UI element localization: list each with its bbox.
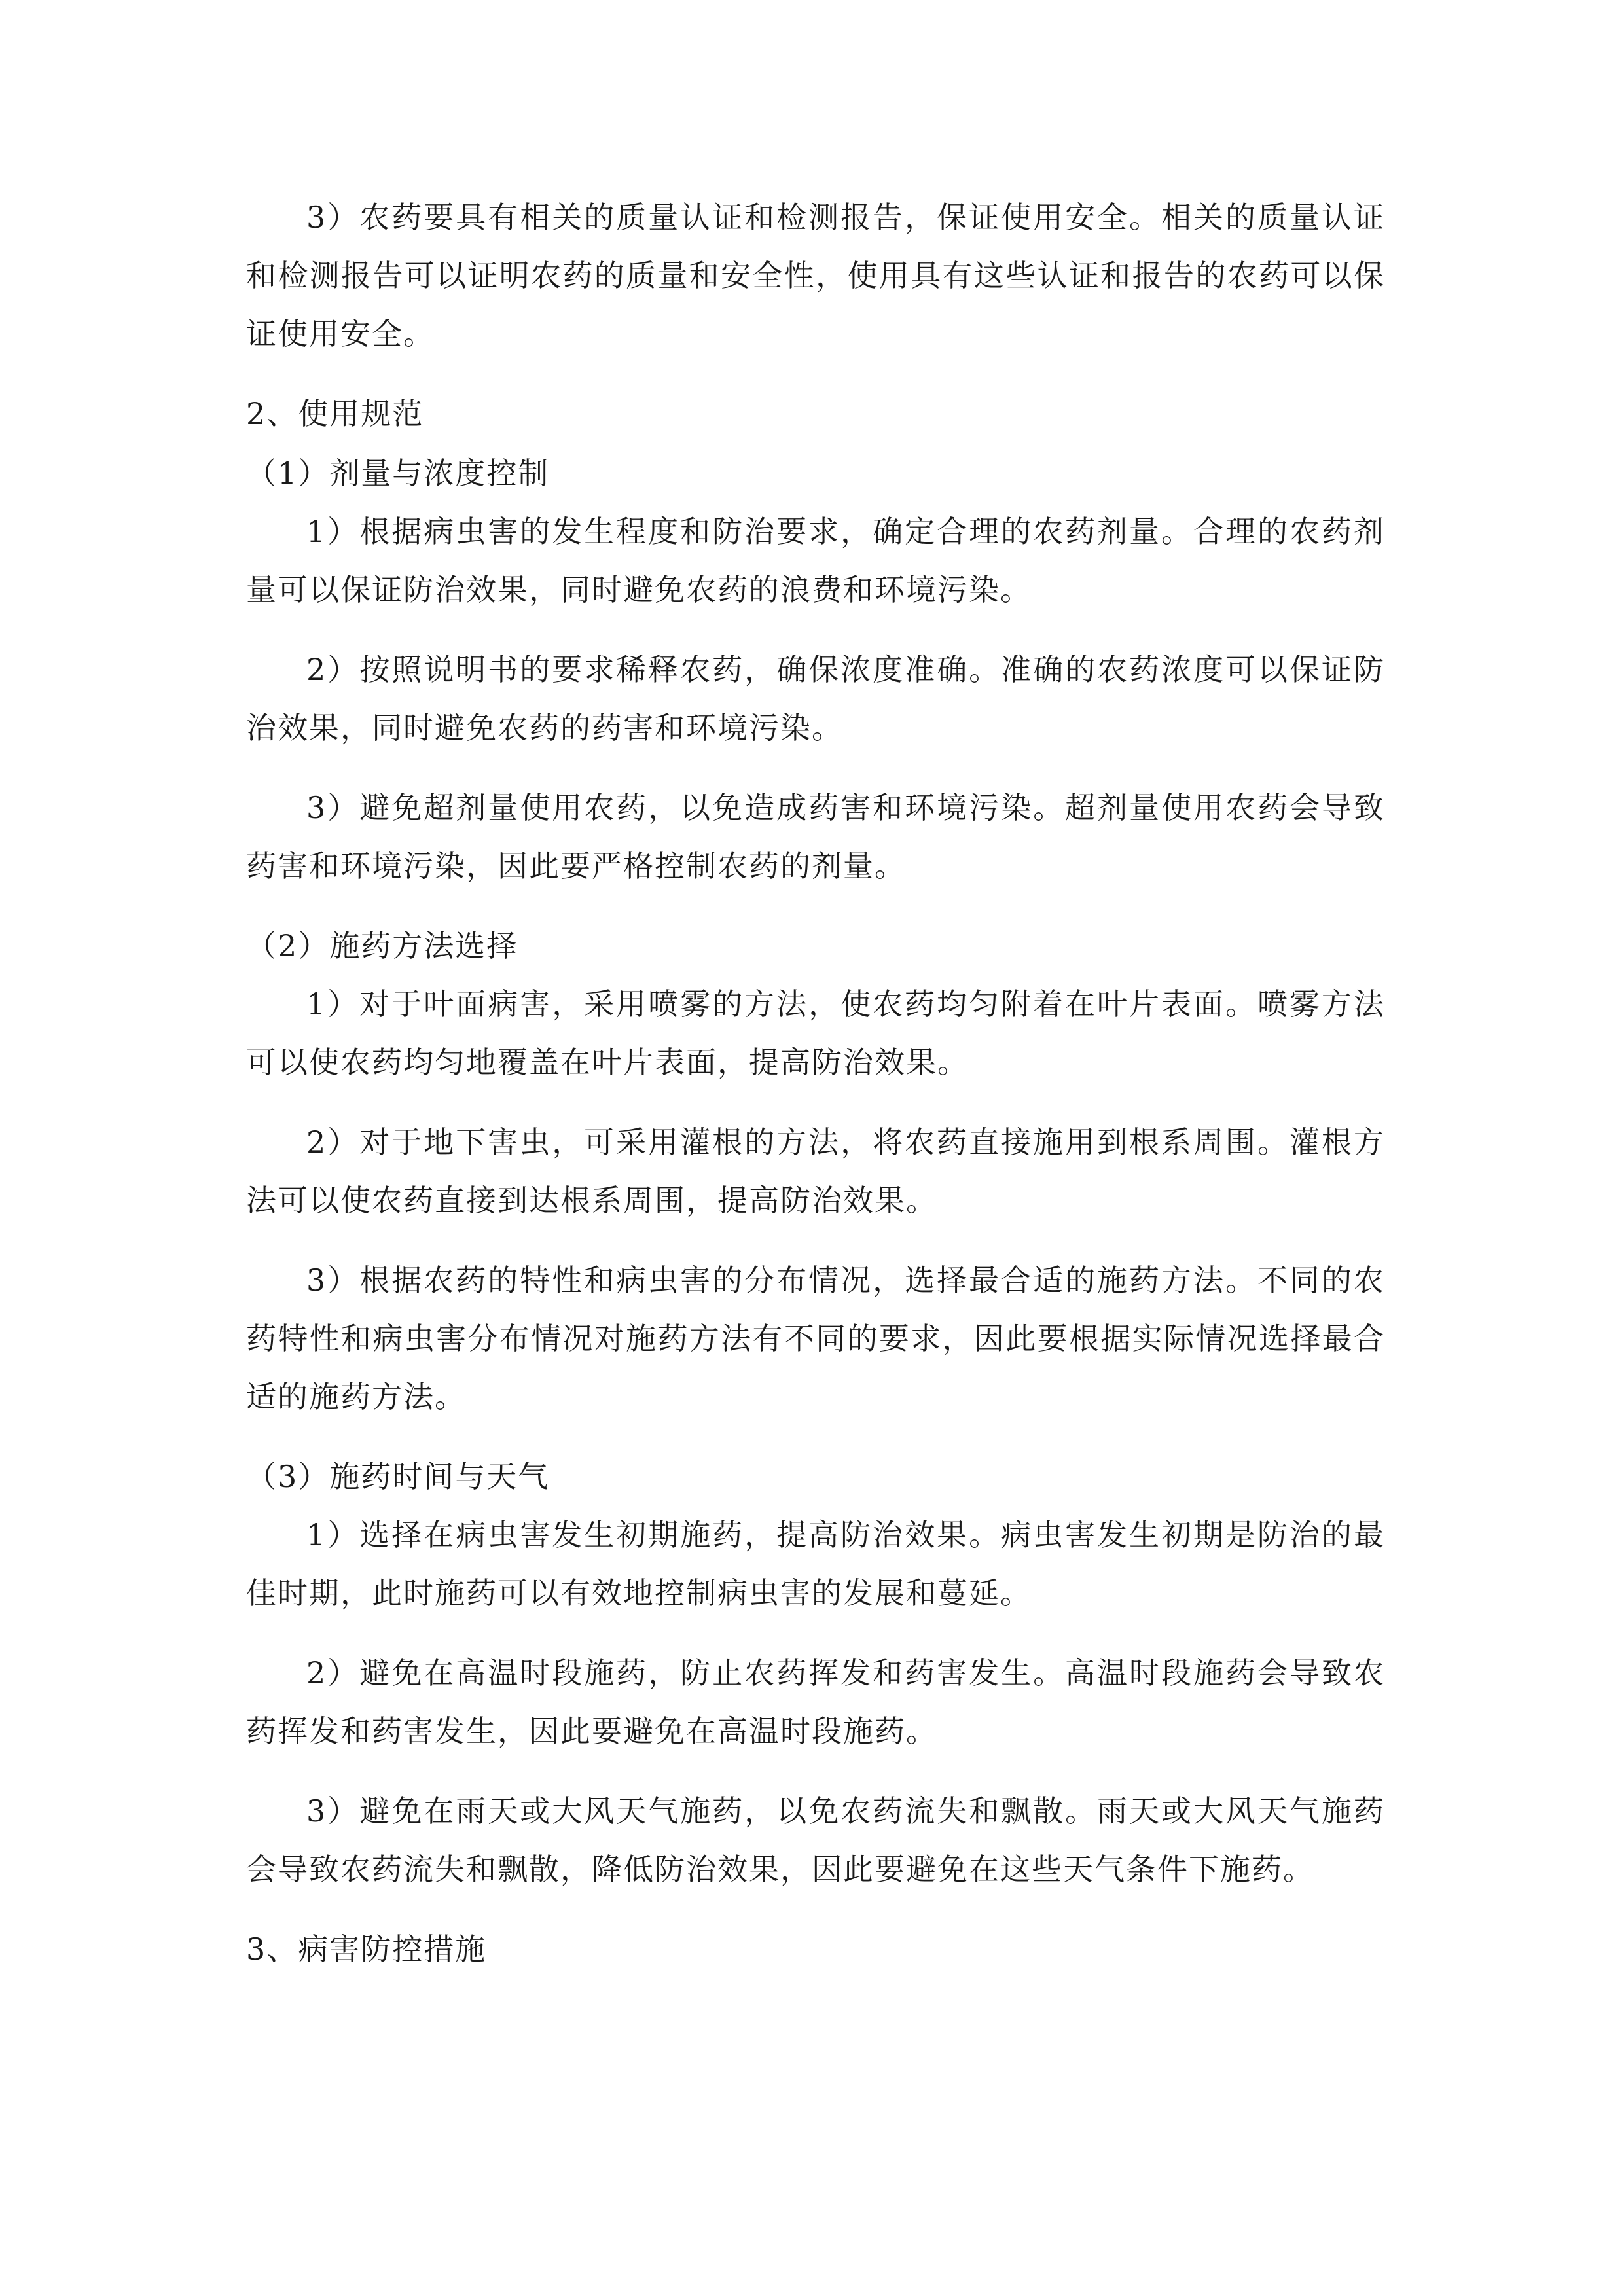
paragraph-quality-certification: 3）农药要具有相关的质量认证和检测报告，保证使用安全。相关的质量认证和检测报告可以证明农药的质量和安全性，使用具有这些认证和报告的农药可以保证使用安全。 bbox=[246, 200, 1385, 351]
section-heading-disease-control: 3、病害防控措施 bbox=[246, 1931, 487, 1967]
subsection-heading-application-method: （2）施药方法选择 bbox=[246, 928, 518, 963]
paragraph-dosage-2: 2）按照说明书的要求稀释农药，确保浓度准确。准确的农药浓度可以保证防治效果，同时避免农药的药害和环境污染。 bbox=[246, 652, 1385, 745]
paragraph-method-2: 2）对于地下害虫，可采用灌根的方法，将农药直接施用到根系周围。灌根方法可以使农药直接到达根系周围，提高防治效果。 bbox=[246, 1124, 1385, 1218]
document-body bbox=[246, 188, 1385, 1980]
paragraph-timing-3: 3）避免在雨天或大风天气施药，以免农药流失和飘散。雨天或大风天气施药会导致农药流失和飘散，降低防治效果，因此要避免在这些天气条件下施药。 bbox=[246, 1793, 1385, 1887]
paragraph-method-1: 1）对于叶面病害，采用喷雾的方法，使农药均匀附着在叶片表面。喷雾方法可以使农药均匀地覆盖在叶片表面，提高防治效果。 bbox=[246, 986, 1385, 1080]
subsection-heading-timing-weather: （3）施药时间与天气 bbox=[246, 1459, 550, 1494]
paragraph-dosage-3: 3）避免超剂量使用农药，以免造成药害和环境污染。超剂量使用农药会导致药害和环境污染，因此要严格控制农药的剂量。 bbox=[246, 790, 1385, 884]
paragraph-timing-1: 1）选择在病虫害发生初期施药，提高防治效果。病虫害发生初期是防治的最佳时期，此时施药可以有效地控制病虫害的发展和蔓延。 bbox=[246, 1517, 1385, 1611]
paragraph-timing-2: 2）避免在高温时段施药，防止农药挥发和药害发生。高温时段施药会导致农药挥发和药害发生，因此要避免在高温时段施药。 bbox=[246, 1655, 1385, 1749]
section-heading-usage-norms: 2、使用规范 bbox=[246, 396, 424, 431]
paragraph-dosage-1: 1）根据病虫害的发生程度和防治要求，确定合理的农药剂量。合理的农药剂量可以保证防治效果，同时避免农药的浪费和环境污染。 bbox=[246, 514, 1385, 607]
paragraph-method-3: 3）根据农药的特性和病虫害的分布情况，选择最合适的施药方法。不同的农药特性和病虫害分布情况对施药方法有不同的要求，因此要根据实际情况选择最合适的施药方法。 bbox=[246, 1263, 1385, 1414]
subsection-heading-dosage: （1）剂量与浓度控制 bbox=[246, 456, 550, 491]
